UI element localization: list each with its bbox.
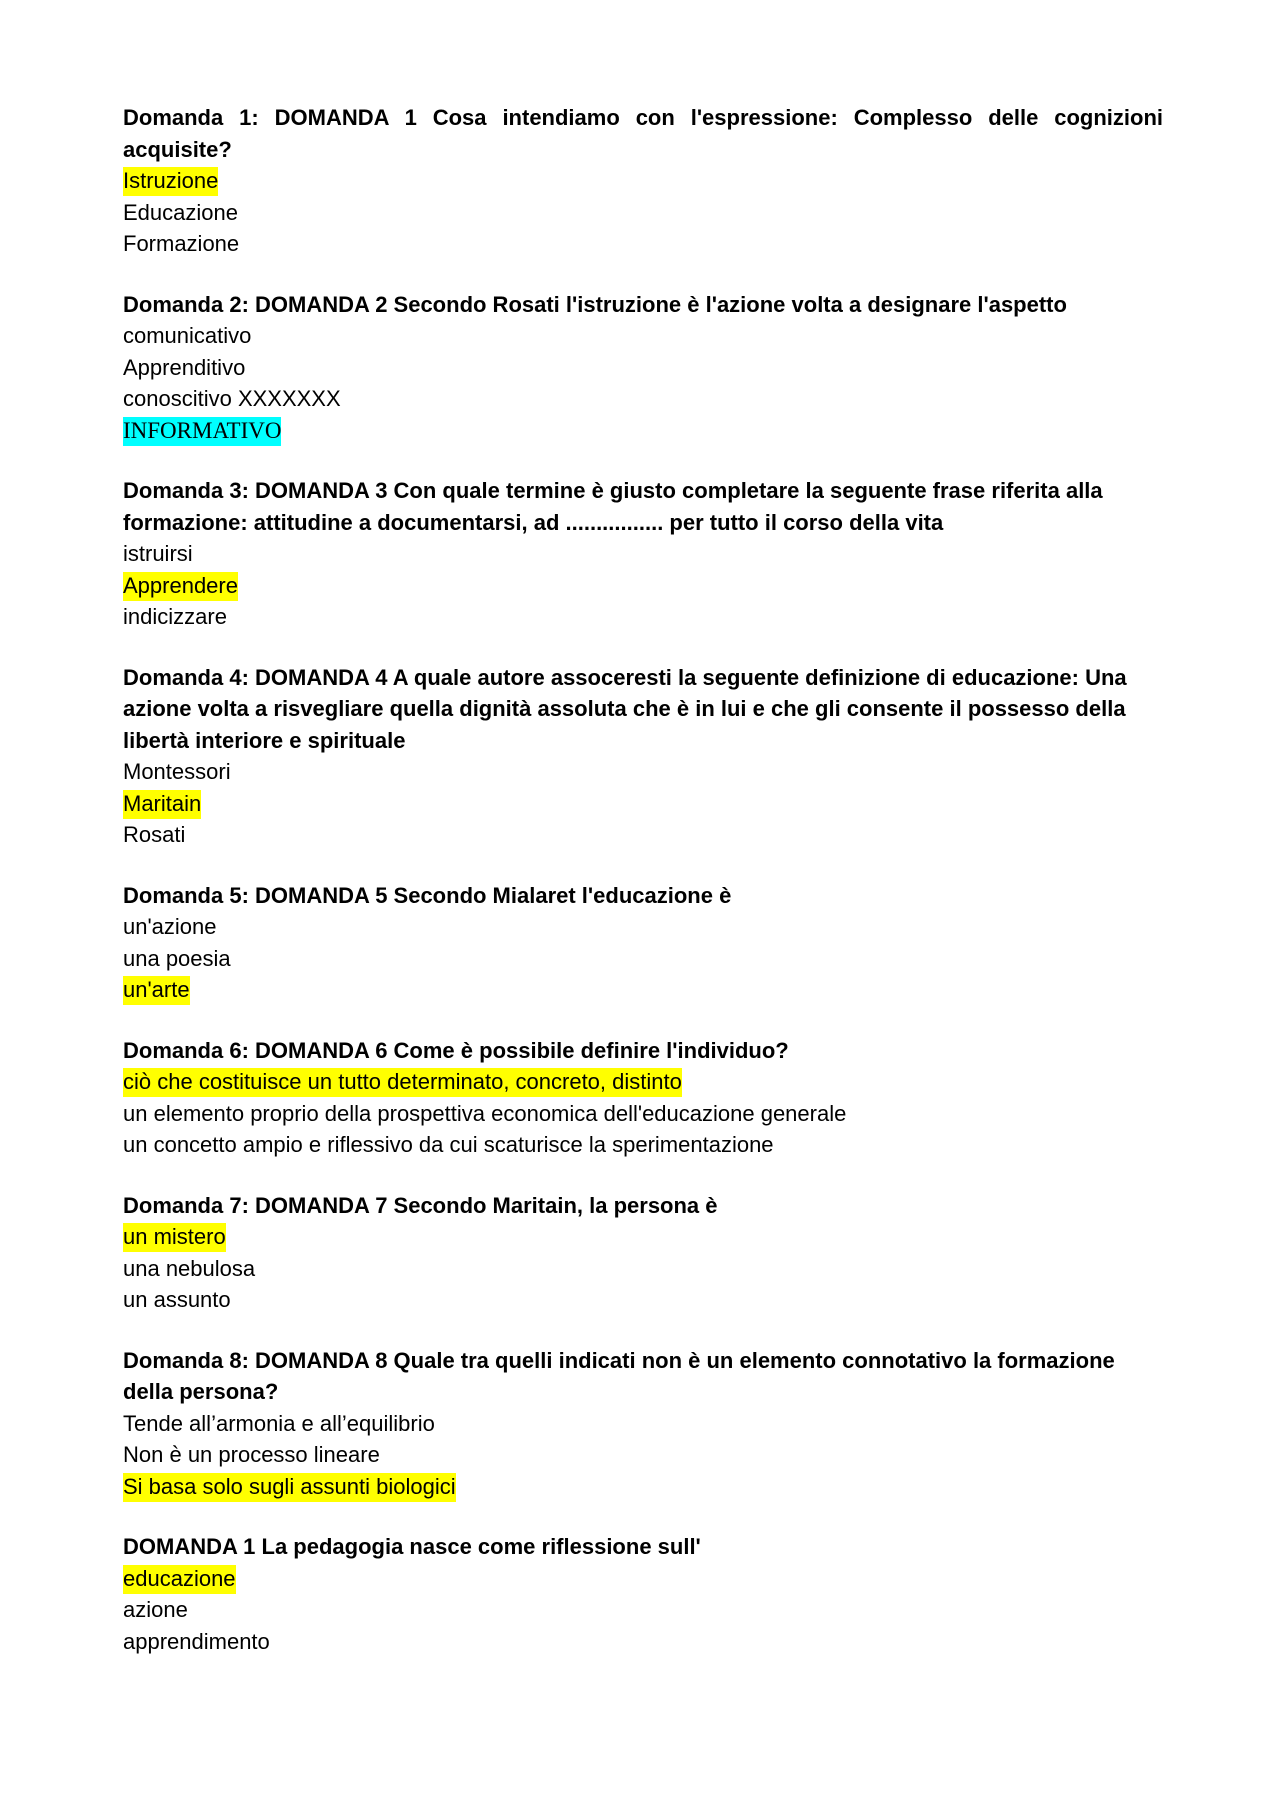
answer-text: azione: [123, 1597, 188, 1622]
question-block: [123, 1345, 1163, 1503]
answer-option: [123, 165, 1163, 197]
answer-text: un'azione: [123, 914, 217, 939]
answer-option: [123, 415, 1163, 447]
answer-option: [123, 383, 1163, 415]
answer-text: conoscitivo XXXXXXX: [123, 386, 341, 411]
answer-option: [123, 1563, 1163, 1595]
answer-option: [123, 756, 1163, 788]
answer-option: [123, 1471, 1163, 1503]
answer-text: comunicativo: [123, 323, 252, 348]
question-title: Domanda 6: DOMANDA 6 Come è possibile definire l'individuo?: [123, 1037, 789, 1063]
answer-text: istruirsi: [123, 541, 193, 566]
answer-text: Tende all’armonia e all’equilibrio: [123, 1410, 435, 1436]
question-title: Domanda 4: DOMANDA 4 A quale autore assoceresti la seguente definizione di educazione: Una azione volta a risvegliare quella dignità assoluta che è in lui e che gli consente il possesso della libertà interiore e spirituale: [123, 664, 1127, 753]
question-block: [123, 1035, 1163, 1161]
question-block: [123, 102, 1163, 260]
question-title: Domanda 7: DOMANDA 7 Secondo Maritain, la persona è: [123, 1192, 718, 1218]
answer-highlighted-correct: Si basa solo sugli assunti biologici: [123, 1473, 456, 1502]
question-title: Domanda 2: DOMANDA 2 Secondo Rosati l'istruzione è l'azione volta a designare l'aspetto: [123, 291, 1067, 317]
answer-highlighted-correct: un'arte: [123, 976, 190, 1005]
answer-option: [123, 788, 1163, 820]
question-block: [123, 662, 1163, 851]
answer-text: una poesia: [123, 945, 231, 971]
answer-option: [123, 974, 1163, 1006]
answer-option: [123, 1439, 1163, 1471]
question-title: Domanda 1: DOMANDA 1 Cosa intendiamo con l'espressione: Complesso delle cognizioni acquisite?: [123, 105, 1163, 162]
answer-text: apprendimento: [123, 1628, 270, 1654]
answer-option: [123, 228, 1163, 260]
question-block: [123, 1190, 1163, 1316]
answer-highlighted-correct: ciò che costituisce un tutto determinato, concreto, distinto: [123, 1068, 682, 1097]
answer-option: [123, 1594, 1163, 1626]
answer-option: [123, 1408, 1163, 1440]
question-block: [123, 289, 1163, 447]
answer-text: una nebulosa: [123, 1255, 256, 1281]
answer-text: un concetto ampio e riflessivo da cui scaturisce la sperimentazione: [123, 1132, 774, 1157]
answer-highlighted-note: INFORMATIVO: [123, 417, 281, 446]
answer-option: [123, 320, 1163, 352]
answer-text: Apprenditivo: [123, 354, 246, 380]
answer-text: Non è un processo lineare: [123, 1442, 380, 1467]
answer-option: [123, 352, 1163, 384]
answer-option: [123, 1066, 1163, 1098]
answer-highlighted-correct: Maritain: [123, 790, 201, 819]
answer-option: [123, 1626, 1163, 1658]
answer-option: [123, 197, 1163, 229]
question-block: [123, 1531, 1163, 1657]
answer-text: Formazione: [123, 231, 240, 256]
answer-text: indicizzare: [123, 604, 227, 629]
question-block: [123, 880, 1163, 1006]
question-title: DOMANDA 1 La pedagogia nasce come riflessione sull': [123, 1534, 701, 1559]
answer-highlighted-correct: un mistero: [123, 1223, 226, 1252]
answer-option: [123, 1284, 1163, 1316]
answer-option: [123, 943, 1163, 975]
answer-option: [123, 538, 1163, 570]
answer-highlighted-correct: educazione: [123, 1565, 236, 1594]
answer-option: [123, 911, 1163, 943]
answer-text: Rosati: [123, 822, 186, 847]
question-title: Domanda 3: DOMANDA 3 Con quale termine è giusto completare la seguente frase riferita alla formazione: attitudine a documentarsi, ad ................ per tutto il corso della vita: [123, 478, 1103, 535]
answer-option: [123, 1221, 1163, 1253]
answer-highlighted-correct: Apprendere: [123, 572, 238, 601]
answer-option: [123, 1129, 1163, 1161]
question-block: [123, 475, 1163, 633]
answer-text: un assunto: [123, 1287, 231, 1312]
document-page: [123, 102, 1163, 1686]
answer-option: [123, 1098, 1163, 1130]
question-title: Domanda 5: DOMANDA 5 Secondo Mialaret l'educazione è: [123, 882, 732, 908]
answer-option: [123, 601, 1163, 633]
answer-option: [123, 819, 1163, 851]
answer-text: Montessori: [123, 759, 231, 784]
answer-text: Educazione: [123, 199, 238, 225]
answer-option: [123, 570, 1163, 602]
question-title: Domanda 8: DOMANDA 8 Quale tra quelli indicati non è un elemento connotativo la formazione della persona?: [123, 1347, 1115, 1404]
answer-highlighted-correct: Istruzione: [123, 167, 218, 196]
answer-option: [123, 1253, 1163, 1285]
answer-text: un elemento proprio della prospettiva economica dell'educazione generale: [123, 1100, 847, 1126]
